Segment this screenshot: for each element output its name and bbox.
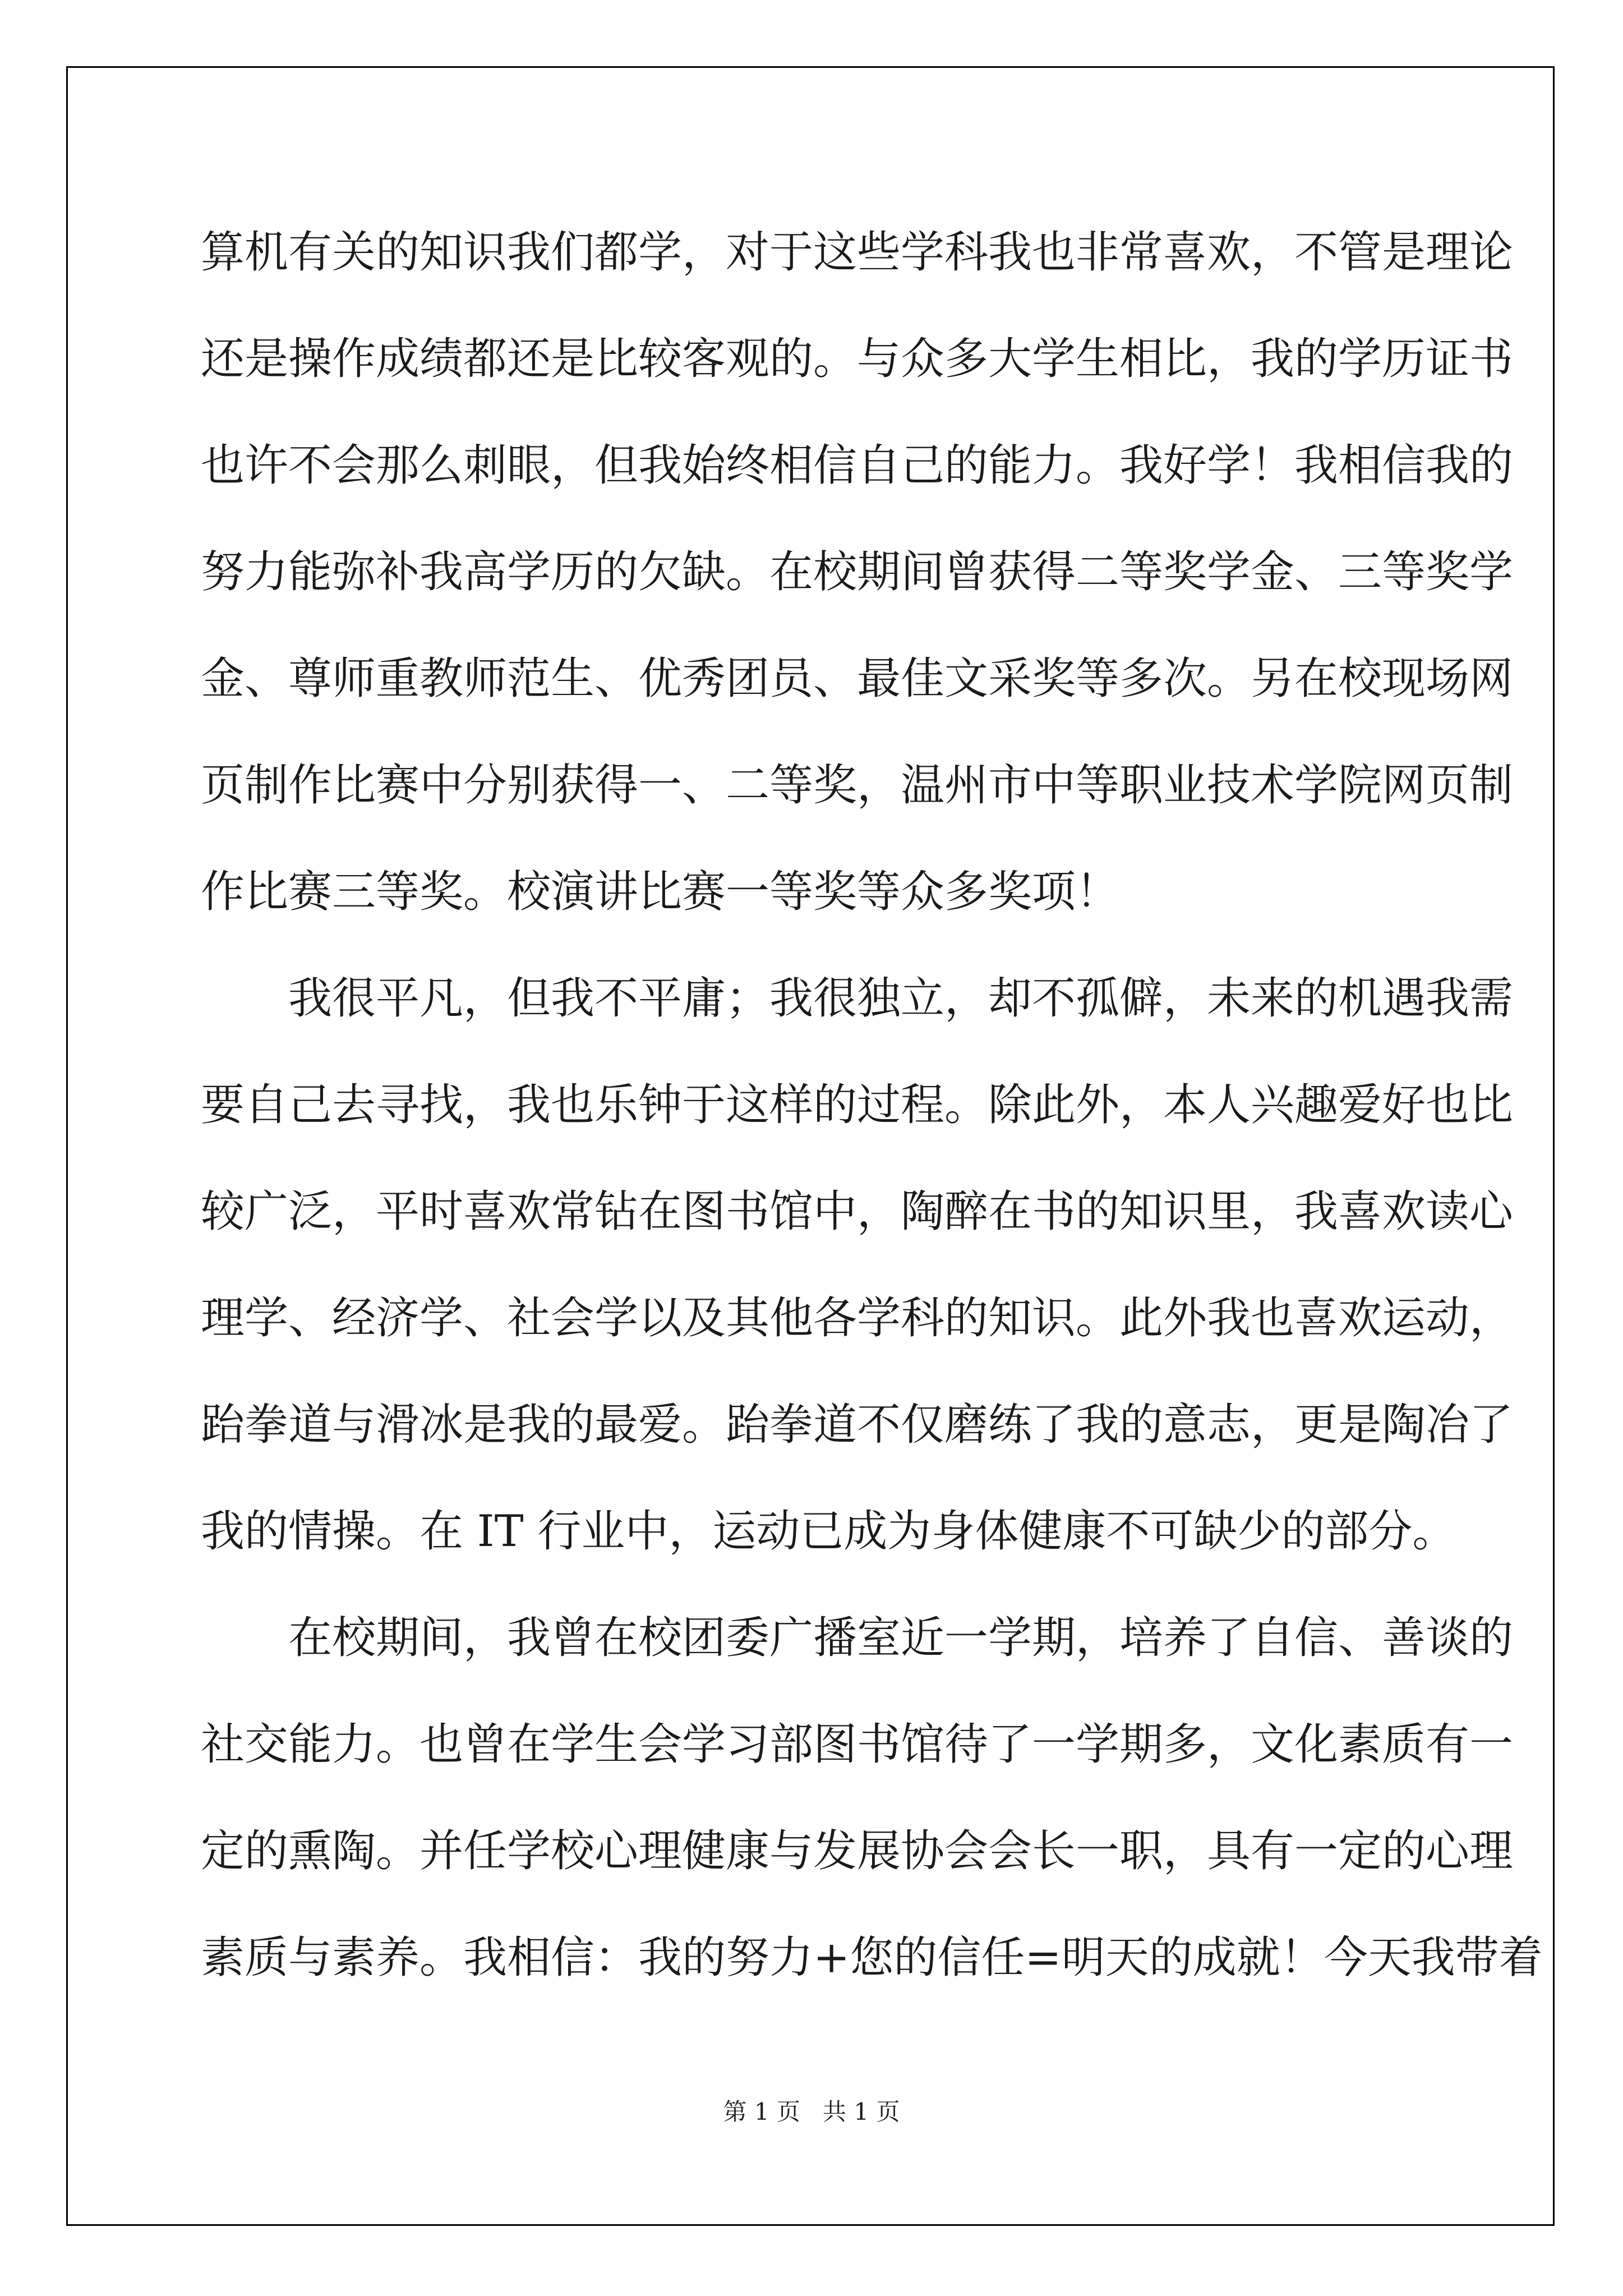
text-line: 跆拳道与滑冰是我的最爱。跆拳道不仅磨练了我的意志，更是陶冶了 (201, 1400, 1514, 1450)
text-line: 也许不会那么刺眼，但我始终相信自己的能力。我好学！我相信我的 (201, 440, 1514, 491)
text-line: 理学、经济学、社会学以及其他各学科的知识。此外我也喜欢运动， (201, 1293, 1514, 1343)
text-line: 要自己去寻找，我也乐钟于这样的过程。除此外，本人兴趣爱好也比 (201, 1080, 1514, 1130)
text-line: 页制作比赛中分别获得一、二等奖，温州市中等职业技术学院网页制 (201, 760, 1514, 811)
text-line: 算机有关的知识我们都学，对于这些学科我也非常喜欢，不管是理论 (201, 227, 1514, 278)
text-line: 较广泛，平时喜欢常钻在图书馆中，陶醉在书的知识里，我喜欢读心 (201, 1186, 1514, 1237)
text-line: 素质与素养。我相信：我的努力+您的信任=明天的成就！今天我带着 (201, 1932, 1543, 1983)
text-line: 定的熏陶。并任学校心理健康与发展协会会长一职，具有一定的心理 (201, 1826, 1514, 1876)
paragraph-first-line: 在校期间，我曾在校团委广播室近一学期，培养了自信、善谈的 (288, 1613, 1514, 1663)
page-footer: 第 1 页 共 1 页 (723, 2098, 900, 2125)
text-line: 作比赛三等奖。校演讲比赛一等奖等众多奖项！ (201, 867, 1120, 917)
text-line: 社交能力。也曾在学生会学习部图书馆待了一学期多，文化素质有一 (201, 1719, 1514, 1770)
paragraph-first-line: 我很平凡，但我不平庸；我很独立，却不孤僻，未来的机遇我需 (288, 973, 1514, 1024)
text-line: 还是操作成绩都还是比较客观的。与众多大学生相比，我的学历证书 (201, 334, 1514, 384)
text-line: 我的情操。在 IT 行业中，运动已成为身体健康不可缺少的部分。 (201, 1506, 1456, 1557)
text-line: 努力能弥补我高学历的欠缺。在校期间曾获得二等奖学金、三等奖学 (201, 547, 1514, 597)
text-line: 金、尊师重教师范生、优秀团员、最佳文采奖等多次。另在校现场网 (201, 654, 1514, 704)
